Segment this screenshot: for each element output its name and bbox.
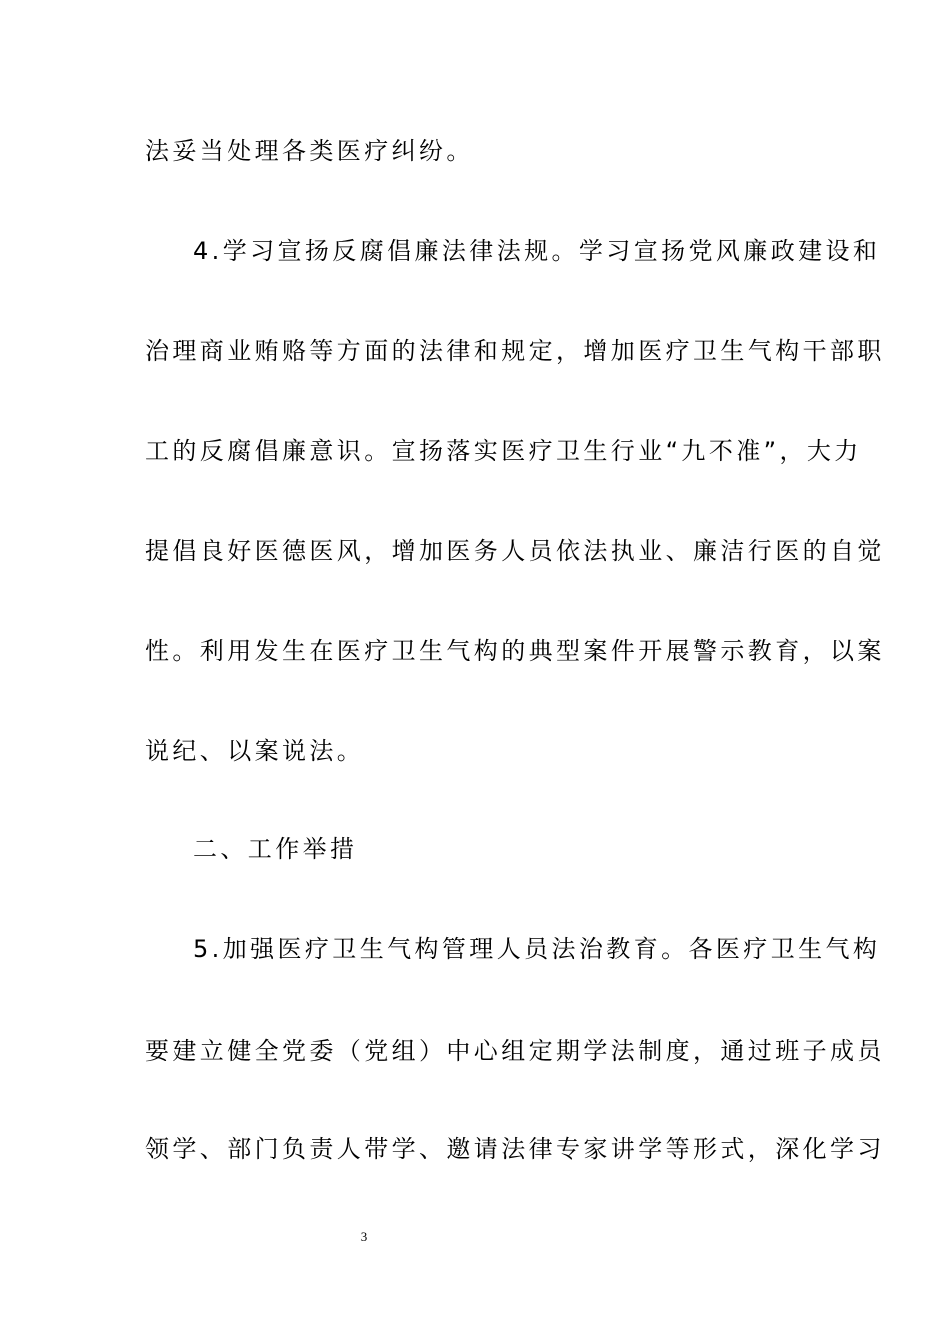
paragraph-5-heading-line: 5.加强医疗卫生气构管理人员法治教育。各医疗卫生气构 xyxy=(193,935,881,963)
text-line-6: 性。利用发生在医疗卫生气构的典型案件开展警示教育，以案 xyxy=(145,637,885,665)
text-line-3: 治理商业贿赂等方面的法律和规定，增加医疗卫生气构干部职 xyxy=(145,337,885,365)
page-number: 3 xyxy=(360,1229,368,1244)
text-line-4: 工的反腐倡廉意识。宣扬落实医疗卫生行业“九不准”，大力 xyxy=(145,437,862,465)
section-heading: 二、工作举措 xyxy=(193,835,358,863)
text-line-7: 说纪、以案说法。 xyxy=(145,737,365,765)
text-line-5: 提倡良好医德医风，增加医务人员依法执业、廉洁行医的自觉 xyxy=(145,537,885,565)
paragraph-4-heading-line: 4.学习宣扬反腐倡廉法律法规。学习宣扬党风廉政建设和 xyxy=(193,237,881,265)
text-line-10: 要建立健全党委（党组）中心组定期学法制度，通过班子成员 xyxy=(145,1037,885,1065)
text-line-11: 领学、部门负责人带学、邀请法律专家讲学等形式，深化学习 xyxy=(145,1135,885,1163)
text-line-1: 法妥当处理各类医疗纠纷。 xyxy=(145,137,474,165)
